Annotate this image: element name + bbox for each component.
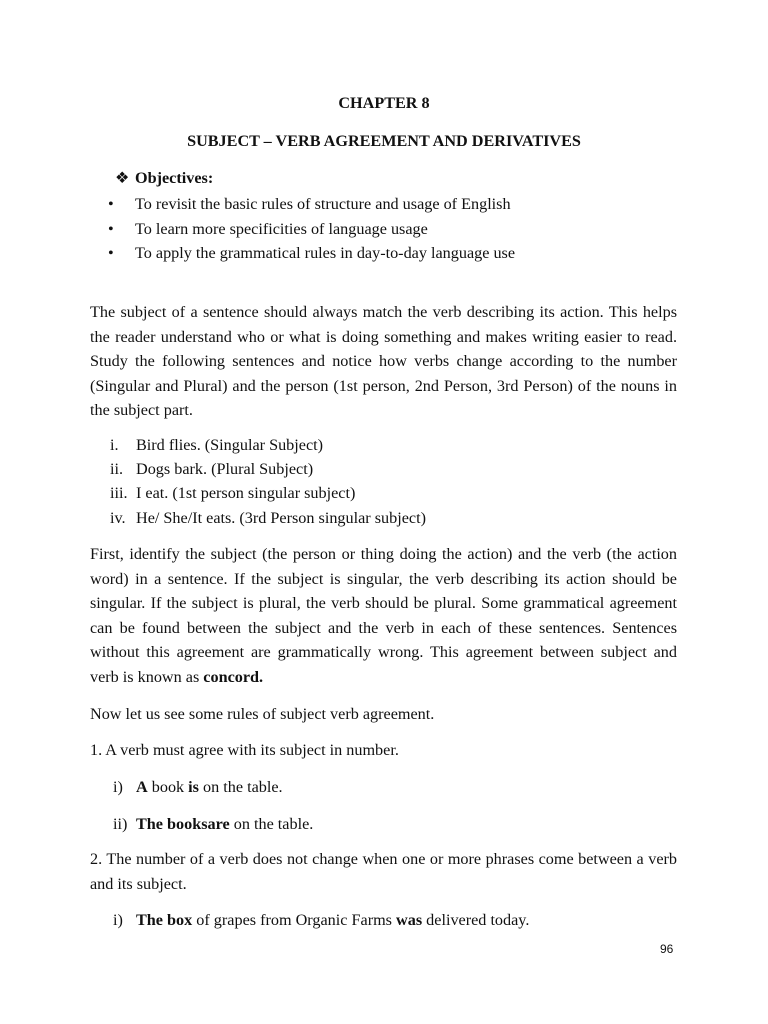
rule-2-example-1: i) The box of grapes from Organic Farms was delivered today.	[113, 911, 530, 929]
chapter-heading: CHAPTER 8	[338, 94, 430, 112]
list-item: • To apply the grammatical rules in day-to-day language use	[108, 241, 515, 266]
chapter-title: SUBJECT – VERB AGREEMENT AND DERIVATIVES	[187, 132, 581, 150]
list-item: • To learn more specificities of language usage	[108, 217, 515, 242]
objectives-label: Objectives:	[135, 169, 214, 187]
rules-intro: Now let us see some rules of subject verb agreement.	[90, 705, 435, 723]
list-item: ii. Dogs bark. (Plural Subject)	[110, 460, 314, 479]
example-list	[110, 433, 426, 530]
bullet-icon: •	[108, 244, 114, 262]
intro-paragraph: The subject of a sentence should always match the verb describing its action. This helps the reader understand who or what is doing something and makes writing easier to read. Study the following sentences and notice how verbs change according to the number (Singular and Plural) and the person (1st person, 2nd Person, 3rd Person) of the nouns in the subject part.	[90, 303, 677, 419]
list-item: iv. He/ She/It eats. (3rd Person singular subject)	[110, 508, 426, 527]
concord-term: concord.	[203, 667, 264, 686]
rule-1-example-1: i) A book is on the table.	[113, 778, 283, 796]
objectives-heading	[115, 168, 213, 188]
diamond-bullet-icon: ❖	[115, 169, 130, 187]
bullet-icon: •	[108, 219, 114, 238]
list-item: iii. I eat. (1st person singular subject)	[110, 484, 356, 503]
concord-paragraph: First, identify the subject (the person or thing doing the action) and the verb (the action word) in a sentence. If the subject is singular, the verb describing its action should be singular. If the subject is plural, the verb should be plural. Some grammatical agreement can be found between the subject and the verb in each of these sentences. Sentences without this agreement are grammatically wrong. This agreement between subject and verb is known as concord.	[90, 545, 677, 686]
page-number: 96	[660, 942, 674, 956]
objectives-list	[108, 192, 515, 266]
rule-2: 2. The number of a verb does not change when one or more phrases come between a verb and its subject.	[90, 850, 677, 893]
list-item: i. Bird flies. (Singular Subject)	[110, 436, 324, 454]
bullet-icon: •	[108, 195, 114, 213]
rule-1: 1. A verb must agree with its subject in number.	[90, 741, 399, 759]
list-item: • To revisit the basic rules of structure and usage of English	[108, 192, 515, 217]
rule-1-example-2: ii) The booksare on the table.	[113, 815, 314, 833]
